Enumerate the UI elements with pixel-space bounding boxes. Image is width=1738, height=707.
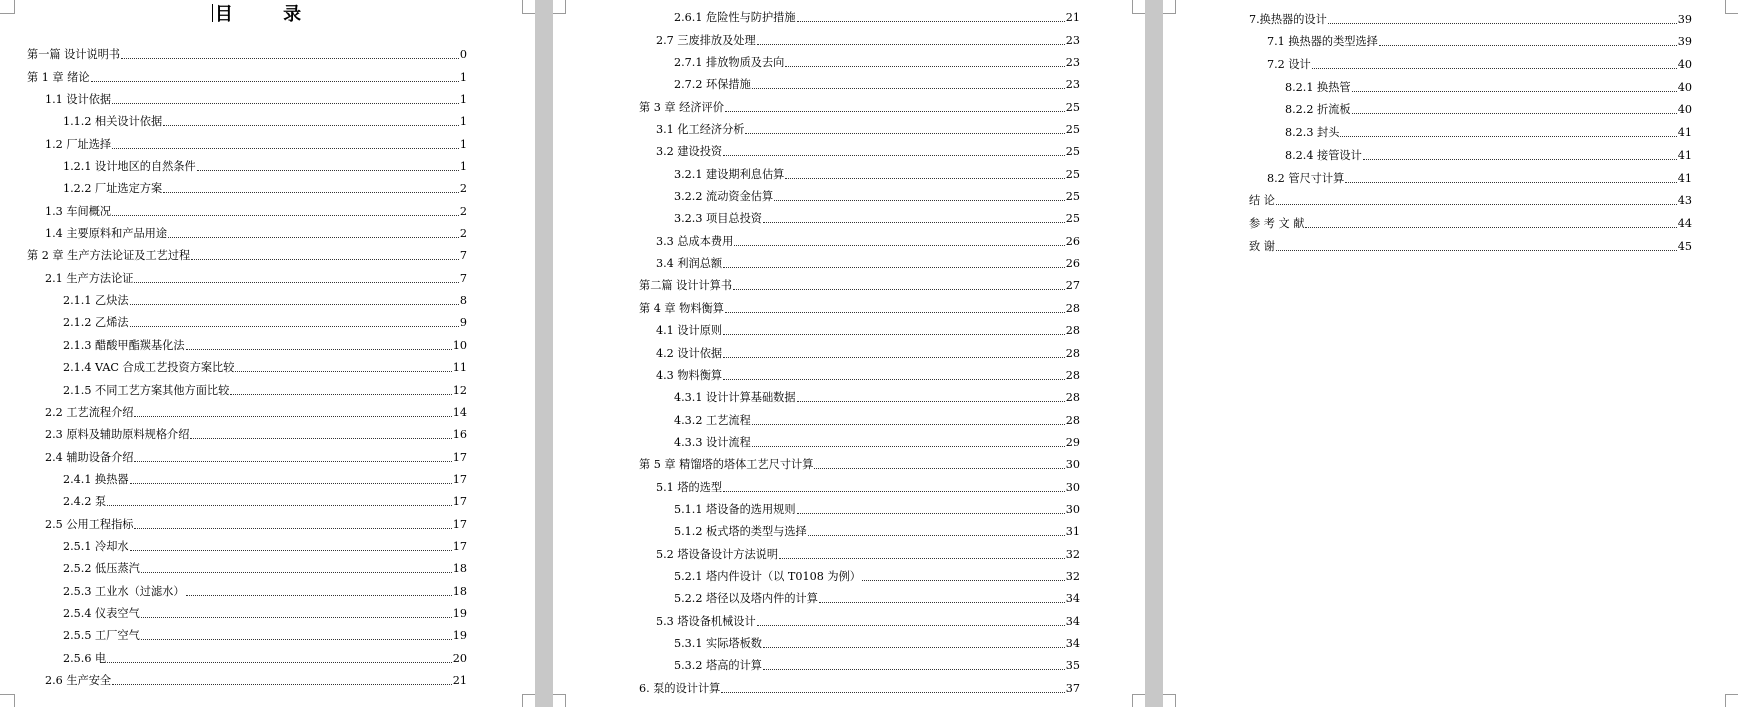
toc-entry-page-number: 1 (459, 70, 467, 84)
toc-entry-title: 8.2.3 封头 (1285, 126, 1340, 140)
toc-entry-page-number: 2 (459, 204, 467, 218)
toc-dot-leader (134, 528, 451, 529)
toc-entry-page-number: 26 (1065, 257, 1080, 271)
toc-entry[interactable] (674, 405, 1080, 427)
toc-entry-title: 3.3 总成本费用 (656, 234, 734, 248)
toc-entry-title: 结 论 (1249, 194, 1275, 208)
toc-entry[interactable] (63, 643, 467, 665)
toc-dot-leader (190, 438, 451, 439)
toc-dot-leader (1352, 113, 1677, 114)
toc-entry-page-number: 10 (452, 338, 467, 352)
toc-dot-leader (808, 535, 1065, 536)
toc-entry[interactable] (656, 226, 1080, 248)
toc-entry-page-number: 21 (1065, 11, 1080, 25)
toc-entry[interactable] (674, 48, 1080, 70)
toc-dot-leader (230, 394, 451, 395)
toc-dot-leader (814, 468, 1064, 469)
toc-dot-leader (197, 170, 459, 171)
toc-entry[interactable] (674, 3, 1080, 25)
toc-entry[interactable] (45, 442, 467, 464)
toc-entry[interactable] (639, 293, 1080, 315)
toc-entry-page-number: 32 (1065, 569, 1080, 583)
toc-entry-title: 5.2 塔设备设计方法说明 (656, 547, 779, 561)
toc-entry-page-number: 14 (452, 405, 467, 419)
toc-dot-leader (141, 639, 452, 640)
toc-dot-leader (763, 647, 1065, 648)
toc-entry-page-number: 28 (1065, 391, 1080, 405)
toc-entry-title: 4.1 设计原则 (656, 324, 723, 338)
toc-entry-page-number: 28 (1065, 413, 1080, 427)
toc-entry[interactable] (674, 182, 1080, 204)
toc-entry-title: 4.3 物料衡算 (656, 368, 723, 382)
toc-entry-page-number: 29 (1065, 435, 1080, 449)
toc-entry-title: 2.5 公用工程指标 (45, 517, 134, 531)
toc-entry[interactable] (1285, 95, 1692, 118)
toc-entry-page-number: 35 (1065, 659, 1080, 673)
toc-entry-title: 6. 泵的设计计算 (639, 681, 721, 695)
toc-entry-page-number: 18 (452, 584, 467, 598)
toc-dot-leader (1305, 227, 1676, 228)
toc-entry[interactable] (1267, 163, 1692, 186)
toc-entry[interactable] (656, 338, 1080, 360)
toc-dot-leader (1352, 91, 1677, 92)
toc-entry[interactable] (656, 606, 1080, 628)
toc-entry-title: 2.3 原料及辅助原料规格介绍 (45, 428, 190, 442)
toc-entry-title: 3.4 利润总额 (656, 257, 723, 271)
toc-entry-page-number: 39 (1677, 35, 1692, 49)
toc-dot-leader (1276, 204, 1677, 205)
toc-entry-title: 2.4.1 换热器 (63, 472, 129, 486)
toc-entry[interactable] (63, 152, 467, 174)
toc-entry[interactable] (639, 450, 1080, 472)
toc-entry[interactable] (63, 554, 467, 576)
toc-entry-title: 2.5.1 冷却水 (63, 539, 129, 553)
toc-entry-title: 8.2.4 接管设计 (1285, 148, 1362, 162)
toc-dot-leader (130, 326, 459, 327)
toc-entry-page-number: 17 (452, 539, 467, 553)
toc-entry[interactable] (45, 398, 467, 420)
toc-entry-page-number: 25 (1065, 190, 1080, 204)
toc-entry[interactable] (656, 316, 1080, 338)
toc-entry-page-number: 1 (459, 93, 467, 107)
toc-entry[interactable] (656, 249, 1080, 271)
toc-entry[interactable] (45, 420, 467, 442)
toc-entry[interactable] (656, 539, 1080, 561)
toc-dot-leader (112, 103, 459, 104)
toc-entry-title: 8.2 管尺寸计算 (1267, 171, 1345, 185)
toc-dot-leader (130, 483, 452, 484)
toc-dot-leader (163, 125, 459, 126)
toc-entry-title: 1.2.2 厂址选定方案 (63, 182, 163, 196)
toc-entry[interactable] (674, 584, 1080, 606)
toc-entry[interactable] (63, 599, 467, 621)
toc-entry[interactable] (63, 286, 467, 308)
toc-entry-page-number: 21 (452, 673, 467, 687)
toc-entry-page-number: 19 (452, 606, 467, 620)
toc-entry-title: 3.2 建设投资 (656, 145, 723, 159)
toc-entry-page-number: 28 (1065, 301, 1080, 315)
toc-entry[interactable] (1249, 231, 1692, 254)
toc-entry[interactable] (27, 241, 467, 263)
toc-entry-title: 2.1.1 乙炔法 (63, 294, 129, 308)
toc-dot-leader (752, 446, 1065, 447)
document-page-1 (0, 0, 535, 707)
toc-entry[interactable] (63, 174, 467, 196)
page-corner-mark (1163, 694, 1176, 707)
toc-entry[interactable] (674, 204, 1080, 226)
toc-entry-title: 5.3 塔设备机械设计 (656, 614, 756, 628)
toc-entry-page-number: 30 (1065, 502, 1080, 516)
toc-entry-title: 5.2.1 塔内件设计（以 T0108 为例） (674, 569, 861, 583)
toc-entry[interactable] (1249, 4, 1692, 27)
toc-dot-leader (134, 416, 451, 417)
toc-entry-title: 1.1.2 相关设计依据 (63, 115, 163, 129)
toc-dot-leader (91, 81, 459, 82)
toc-entry-title: 第 5 章 精馏塔的塔体工艺尺寸计算 (639, 458, 814, 472)
toc-list (1163, 4, 1738, 254)
toc-entry-title: 2.1.3 醋酸甲酯羰基化法 (63, 338, 185, 352)
toc-entry-page-number: 39 (1677, 12, 1692, 26)
toc-entry[interactable] (656, 115, 1080, 137)
toc-entry-title: 2.7 三废排放及处理 (656, 33, 756, 47)
toc-entry-page-number: 9 (459, 316, 467, 330)
toc-dot-leader (785, 178, 1064, 179)
toc-dot-leader (235, 371, 451, 372)
toc-entry-page-number: 2 (459, 227, 467, 241)
toc-entry-page-number: 43 (1677, 194, 1692, 208)
toc-entry-title: 2.4.2 泵 (63, 495, 107, 509)
toc-dot-leader (752, 424, 1065, 425)
toc-entry[interactable] (674, 383, 1080, 405)
toc-entry-page-number: 25 (1065, 145, 1080, 159)
toc-entry-title: 3.2.3 项目总投资 (674, 212, 762, 226)
toc-entry-title: 2.5.5 工厂空气 (63, 629, 140, 643)
toc-dot-leader (723, 334, 1065, 335)
toc-entry-page-number: 40 (1677, 103, 1692, 117)
toc-entry[interactable] (63, 465, 467, 487)
toc-entry-title: 第 2 章 生产方法论证及工艺过程 (27, 249, 191, 263)
toc-entry-title: 2.6.1 危险性与防护措施 (674, 11, 796, 25)
toc-entry[interactable] (45, 196, 467, 218)
toc-entry-page-number: 18 (452, 562, 467, 576)
toc-entry-title: 8.2.1 换热管 (1285, 80, 1351, 94)
toc-entry-title: 2.5.4 仪表空气 (63, 606, 140, 620)
page-corner-mark (553, 694, 566, 707)
toc-dot-leader (112, 148, 459, 149)
toc-dot-leader (797, 401, 1065, 402)
toc-entry-title: 第一篇 设计说明书 (27, 48, 121, 62)
toc-dot-leader (112, 684, 452, 685)
toc-dot-leader (1328, 23, 1677, 24)
toc-title-text: 目 录 (214, 4, 324, 25)
toc-entry-title: 致 谢 (1249, 239, 1275, 253)
toc-entry-page-number: 44 (1677, 216, 1692, 230)
toc-entry-title: 2.1.2 乙烯法 (63, 316, 129, 330)
toc-entry-title: 2.6 生产安全 (45, 673, 112, 687)
toc-entry-page-number: 34 (1065, 636, 1080, 650)
toc-entry-page-number: 25 (1065, 100, 1080, 114)
toc-dot-leader (723, 491, 1065, 492)
toc-entry-title: 5.1.2 板式塔的类型与选择 (674, 525, 807, 539)
toc-dot-leader (141, 617, 452, 618)
toc-entry-title: 2.7.1 排放物质及去向 (674, 56, 785, 70)
page-corner-mark (1132, 694, 1145, 707)
toc-entry-page-number: 1 (459, 137, 467, 151)
toc-dot-leader (862, 580, 1065, 581)
toc-dot-leader (1345, 182, 1676, 183)
toc-entry[interactable] (1285, 72, 1692, 95)
toc-entry[interactable] (27, 40, 467, 62)
toc-entry-page-number: 17 (452, 517, 467, 531)
toc-dot-leader (785, 66, 1064, 67)
toc-entry[interactable] (45, 263, 467, 285)
toc-entry[interactable] (45, 219, 467, 241)
toc-entry-page-number: 28 (1065, 346, 1080, 360)
toc-entry[interactable] (45, 85, 467, 107)
toc-entry-title: 7.换热器的设计 (1249, 12, 1327, 26)
toc-entry[interactable] (63, 107, 467, 129)
toc-entry-page-number: 45 (1677, 239, 1692, 253)
toc-title (0, 4, 535, 26)
toc-dot-leader (1379, 45, 1677, 46)
toc-entry-title: 4.3.3 设计流程 (674, 435, 751, 449)
toc-dot-leader (721, 692, 1064, 693)
toc-entry-page-number: 30 (1065, 480, 1080, 494)
toc-entry-title: 4.3.2 工艺流程 (674, 413, 751, 427)
toc-dot-leader (819, 602, 1065, 603)
toc-entry-title: 8.2.2 折流板 (1285, 103, 1351, 117)
toc-entry-title: 4.3.1 设计计算基础数据 (674, 391, 796, 405)
toc-entry-title: 第 4 章 物料衡算 (639, 301, 724, 315)
toc-entry[interactable] (674, 562, 1080, 584)
toc-entry[interactable] (674, 495, 1080, 517)
toc-dot-leader (130, 550, 452, 551)
toc-entry-title: 7.2 设计 (1267, 58, 1311, 72)
toc-entry-title: 2.5.6 电 (63, 651, 107, 665)
toc-dot-leader (1276, 250, 1677, 251)
toc-entry-page-number: 20 (452, 651, 467, 665)
toc-entry-page-number: 40 (1677, 80, 1692, 94)
toc-dot-leader (763, 222, 1065, 223)
toc-entry-page-number: 25 (1065, 123, 1080, 137)
toc-entry[interactable] (1267, 49, 1692, 72)
toc-dot-leader (163, 192, 459, 193)
toc-entry-title: 5.3.2 塔高的计算 (674, 659, 762, 673)
toc-entry-page-number: 1 (459, 115, 467, 129)
toc-entry-title: 5.1 塔的选型 (656, 480, 723, 494)
toc-dot-leader (797, 21, 1065, 22)
toc-entry-page-number: 1 (459, 160, 467, 174)
toc-entry[interactable] (45, 509, 467, 531)
toc-dot-leader (797, 513, 1065, 514)
toc-entry-page-number: 12 (452, 383, 467, 397)
toc-dot-leader (121, 58, 459, 59)
toc-entry[interactable] (1249, 208, 1692, 231)
toc-entry-page-number: 28 (1065, 368, 1080, 382)
toc-entry[interactable] (656, 472, 1080, 494)
toc-dot-leader (1363, 159, 1677, 160)
toc-entry[interactable] (674, 428, 1080, 450)
toc-entry[interactable] (656, 361, 1080, 383)
toc-entry-title: 3.2.2 流动资金估算 (674, 190, 774, 204)
toc-entry-page-number: 40 (1677, 58, 1692, 72)
toc-dot-leader (757, 44, 1065, 45)
toc-entry-title: 1.4 主要原料和产品用途 (45, 227, 168, 241)
toc-dot-leader (112, 215, 459, 216)
toc-entry-page-number: 25 (1065, 167, 1080, 181)
toc-entry[interactable] (45, 129, 467, 151)
toc-dot-leader (130, 304, 459, 305)
toc-entry-page-number: 8 (459, 294, 467, 308)
toc-entry-page-number: 25 (1065, 212, 1080, 226)
toc-entry-title: 第 3 章 经济评价 (639, 100, 724, 114)
toc-dot-leader (763, 669, 1065, 670)
page-corner-mark (0, 694, 15, 707)
toc-entry-page-number: 41 (1677, 126, 1692, 140)
toc-entry-page-number: 0 (459, 48, 467, 62)
toc-entry-page-number: 32 (1065, 547, 1080, 561)
toc-entry[interactable] (639, 271, 1080, 293)
toc-entry[interactable] (1249, 186, 1692, 209)
toc-entry-page-number: 34 (1065, 592, 1080, 606)
toc-entry-page-number: 37 (1065, 681, 1080, 695)
toc-entry[interactable] (674, 159, 1080, 181)
toc-entry-page-number: 7 (459, 249, 467, 263)
toc-entry-title: 参 考 文 献 (1249, 216, 1305, 230)
toc-list (0, 40, 535, 688)
toc-dot-leader (779, 558, 1065, 559)
toc-entry-page-number: 11 (452, 361, 467, 375)
toc-entry-title: 2.1.5 不同工艺方案其他方面比较 (63, 383, 230, 397)
toc-entry-title: 2.5.3 工业水（过滤水） (63, 584, 185, 598)
page-corner-mark (1725, 694, 1738, 707)
toc-dot-leader (1340, 136, 1676, 137)
toc-entry[interactable] (63, 375, 467, 397)
toc-entry[interactable] (1267, 27, 1692, 50)
toc-entry-page-number: 27 (1065, 279, 1080, 293)
toc-dot-leader (774, 200, 1065, 201)
toc-entry[interactable] (63, 330, 467, 352)
toc-entry-page-number: 26 (1065, 234, 1080, 248)
toc-entry-title: 5.2.2 塔径以及塔内件的计算 (674, 592, 818, 606)
toc-dot-leader (723, 379, 1065, 380)
toc-entry-title: 1.2 厂址选择 (45, 137, 112, 151)
toc-entry-page-number: 2 (459, 182, 467, 196)
toc-entry[interactable] (1285, 140, 1692, 163)
toc-dot-leader (734, 245, 1064, 246)
toc-entry-page-number: 28 (1065, 324, 1080, 338)
toc-entry[interactable] (639, 92, 1080, 114)
toc-entry[interactable] (27, 62, 467, 84)
toc-entry[interactable] (63, 576, 467, 598)
toc-entry-page-number: 23 (1065, 78, 1080, 92)
toc-entry[interactable] (63, 621, 467, 643)
toc-dot-leader (186, 595, 452, 596)
toc-dot-leader (723, 357, 1065, 358)
toc-entry-title: 2.5.2 低压蒸汽 (63, 562, 140, 576)
toc-entry-title: 5.1.1 塔设备的选用规则 (674, 502, 796, 516)
toc-dot-leader (107, 662, 452, 663)
toc-entry-title: 2.7.2 环保措施 (674, 78, 751, 92)
toc-entry-page-number: 17 (452, 472, 467, 486)
toc-dot-leader (733, 289, 1065, 290)
document-page-2 (553, 0, 1145, 707)
toc-entry[interactable] (63, 487, 467, 509)
toc-entry-title: 2.1.4 VAC 合成工艺投资方案比较 (63, 361, 235, 375)
toc-dot-leader (757, 625, 1065, 626)
toc-dot-leader (745, 133, 1064, 134)
toc-entry-page-number: 23 (1065, 33, 1080, 47)
toc-entry-title: 第二篇 设计计算书 (639, 279, 733, 293)
page-corner-mark (522, 694, 535, 707)
document-page-3 (1163, 0, 1738, 707)
toc-entry-title: 7.1 换热器的类型选择 (1267, 35, 1378, 49)
toc-entry[interactable] (656, 25, 1080, 47)
toc-entry-page-number: 30 (1065, 458, 1080, 472)
toc-entry-page-number: 41 (1677, 171, 1692, 185)
toc-entry[interactable] (1285, 117, 1692, 140)
text-cursor (212, 4, 213, 22)
toc-dot-leader (134, 461, 451, 462)
toc-entry-page-number: 7 (459, 271, 467, 285)
toc-entry[interactable] (674, 70, 1080, 92)
toc-dot-leader (725, 312, 1065, 313)
toc-entry-title: 1.3 车间概况 (45, 204, 112, 218)
toc-entry-title: 2.1 生产方法论证 (45, 271, 134, 285)
toc-entry-page-number: 34 (1065, 614, 1080, 628)
toc-entry-title: 3.2.1 建设期利息估算 (674, 167, 785, 181)
toc-dot-leader (723, 155, 1065, 156)
toc-entry-title: 第 1 章 绪论 (27, 70, 90, 84)
toc-entry-page-number: 31 (1065, 525, 1080, 539)
toc-entry[interactable] (63, 532, 467, 554)
toc-entry-page-number: 17 (452, 450, 467, 464)
toc-entry[interactable] (674, 651, 1080, 673)
toc-dot-leader (752, 88, 1065, 89)
toc-entry[interactable] (674, 629, 1080, 651)
toc-dot-leader (186, 349, 452, 350)
toc-entry-title: 2.4 辅助设备介绍 (45, 450, 134, 464)
toc-dot-leader (134, 282, 458, 283)
toc-entry[interactable] (63, 353, 467, 375)
toc-entry-page-number: 19 (452, 629, 467, 643)
toc-dot-leader (107, 505, 452, 506)
toc-dot-leader (723, 267, 1065, 268)
toc-entry-page-number: 17 (452, 495, 467, 509)
toc-dot-leader (1312, 68, 1677, 69)
toc-entry-title: 3.1 化工经济分析 (656, 123, 745, 137)
toc-entry[interactable] (45, 666, 467, 688)
toc-entry-title: 1.2.1 设计地区的自然条件 (63, 160, 196, 174)
toc-dot-leader (141, 572, 452, 573)
toc-entry[interactable] (63, 308, 467, 330)
toc-dot-leader (168, 237, 459, 238)
toc-entry-page-number: 16 (452, 428, 467, 442)
toc-entry[interactable] (656, 137, 1080, 159)
toc-entry-title: 5.3.1 实际塔板数 (674, 636, 762, 650)
toc-dot-leader (725, 111, 1065, 112)
toc-entry-title: 4.2 设计依据 (656, 346, 723, 360)
toc-list (553, 3, 1145, 696)
toc-dot-leader (191, 259, 459, 260)
toc-entry-title: 2.2 工艺流程介绍 (45, 405, 134, 419)
toc-entry-page-number: 23 (1065, 56, 1080, 70)
toc-entry[interactable] (674, 517, 1080, 539)
toc-entry-title: 1.1 设计依据 (45, 93, 112, 107)
toc-entry-page-number: 41 (1677, 148, 1692, 162)
toc-entry[interactable] (639, 673, 1080, 695)
